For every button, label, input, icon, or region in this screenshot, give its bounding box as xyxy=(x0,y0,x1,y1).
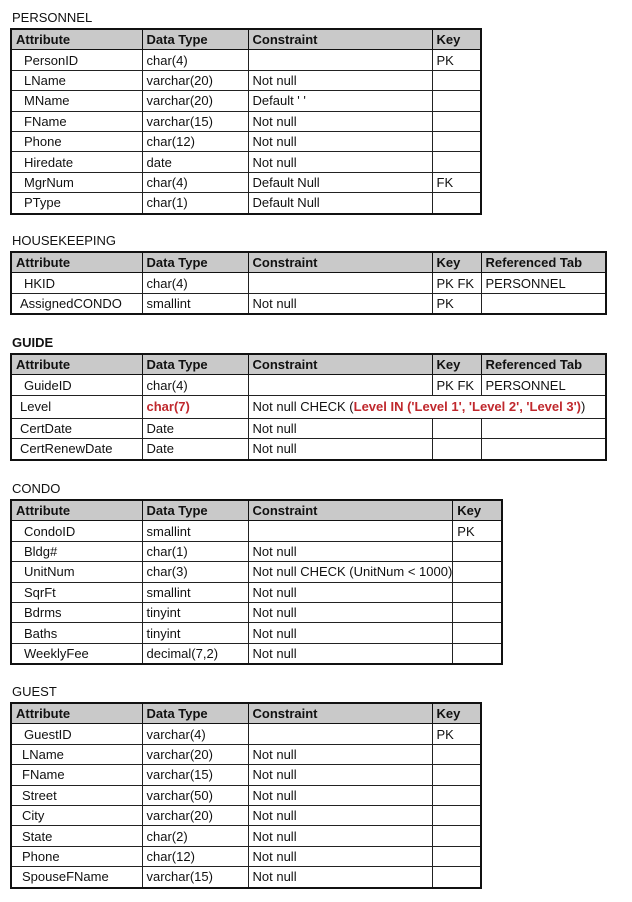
attribute-cell: WeeklyFee xyxy=(11,643,142,664)
personnel-title: PERSONNEL xyxy=(12,10,93,25)
header-cell: Attribute xyxy=(11,252,142,273)
table-header-row xyxy=(11,500,502,521)
constraint-cell: Not null xyxy=(248,744,432,764)
constraint-cell: Not null xyxy=(248,643,453,664)
attribute-cell: UnitNum xyxy=(11,562,142,582)
attribute-cell: SqrFt xyxy=(11,582,142,602)
datatype-cell: smallint xyxy=(142,293,248,314)
table-row xyxy=(11,70,481,90)
table-row xyxy=(11,293,606,314)
datatype-cell: char(1) xyxy=(142,193,248,214)
check-expression: Level IN ('Level 1', 'Level 2', 'Level 3') xyxy=(353,399,582,415)
key-cell: PK xyxy=(432,293,481,314)
table-row xyxy=(11,623,502,643)
header-cell: Referenced Tab xyxy=(481,252,606,273)
constraint-cell: Default Null xyxy=(248,172,432,192)
key-cell xyxy=(432,826,481,846)
condo-table xyxy=(10,499,503,665)
header-cell: Constraint xyxy=(248,500,453,521)
guest-title: GUEST xyxy=(12,684,57,699)
attribute-cell: PType xyxy=(11,193,142,214)
constraint-cell: Not null CHECK (UnitNum < 1000) xyxy=(248,562,453,582)
header-cell: Attribute xyxy=(11,354,142,375)
constraint-cell: Not null xyxy=(248,846,432,866)
attribute-cell: Phone xyxy=(11,131,142,151)
constraint-cell: Not null xyxy=(248,418,432,438)
table-row xyxy=(11,826,481,846)
referenced-table-cell xyxy=(481,418,606,438)
key-cell xyxy=(432,785,481,805)
attribute-cell: CertRenewDate xyxy=(11,439,142,460)
key-cell: FK xyxy=(432,172,481,192)
attribute-cell: Hiredate xyxy=(11,152,142,172)
header-cell: Data Type xyxy=(142,354,248,375)
constraint-cell: Default ' ' xyxy=(248,91,432,111)
key-cell: PK FK xyxy=(432,273,481,293)
guide-title: GUIDE xyxy=(12,335,54,350)
table-row xyxy=(11,395,606,418)
constraint-cell: Not null xyxy=(248,602,453,622)
referenced-table-cell: PERSONNEL xyxy=(481,273,606,293)
key-cell xyxy=(432,70,481,90)
header-cell: Attribute xyxy=(11,500,142,521)
datatype-cell: tinyint xyxy=(142,602,248,622)
table-row xyxy=(11,50,481,70)
header-cell: Attribute xyxy=(11,29,142,50)
constraint-cell: Not null xyxy=(248,582,453,602)
constraint-cell xyxy=(248,395,606,418)
datatype-cell: varchar(4) xyxy=(142,724,248,744)
table-row xyxy=(11,172,481,192)
header-cell: Data Type xyxy=(142,500,248,521)
attribute-cell: Street xyxy=(11,785,142,805)
constraint-cell xyxy=(248,50,432,70)
table-row xyxy=(11,785,481,805)
datatype-cell: char(4) xyxy=(142,172,248,192)
table-row xyxy=(11,193,481,214)
attribute-cell: CondoID xyxy=(11,521,142,541)
datatype-cell: varchar(20) xyxy=(142,805,248,825)
table-row xyxy=(11,867,481,888)
key-cell xyxy=(453,602,502,622)
table-header-row xyxy=(11,703,481,724)
constraint-cell: Not null xyxy=(248,293,432,314)
attribute-cell: Level xyxy=(11,395,142,418)
header-cell: Data Type xyxy=(142,703,248,724)
constraint-cell: Not null xyxy=(248,805,432,825)
datatype-cell: decimal(7,2) xyxy=(142,643,248,664)
table-row xyxy=(11,131,481,151)
datatype-cell: varchar(50) xyxy=(142,785,248,805)
table-row xyxy=(11,91,481,111)
attribute-cell: MName xyxy=(11,91,142,111)
table-row xyxy=(11,375,606,395)
attribute-cell: SpouseFName xyxy=(11,867,142,888)
table-row xyxy=(11,541,502,561)
datatype-cell: smallint xyxy=(142,521,248,541)
key-cell xyxy=(432,765,481,785)
attribute-cell: FName xyxy=(11,111,142,131)
referenced-table-cell xyxy=(481,439,606,460)
attribute-cell: Bdrms xyxy=(11,602,142,622)
key-cell: PK xyxy=(453,521,502,541)
key-cell xyxy=(453,582,502,602)
constraint-cell xyxy=(248,724,432,744)
table-row xyxy=(11,602,502,622)
constraint-suffix: ) xyxy=(581,399,586,415)
constraint-cell: Not null xyxy=(248,867,432,888)
key-cell xyxy=(432,867,481,888)
table-row xyxy=(11,805,481,825)
condo-title: CONDO xyxy=(12,481,61,496)
key-cell xyxy=(432,152,481,172)
key-cell xyxy=(432,744,481,764)
constraint-cell: Not null xyxy=(248,765,432,785)
header-cell: Constraint xyxy=(248,354,432,375)
key-cell: PK FK xyxy=(432,375,481,395)
constraint-cell xyxy=(248,273,432,293)
attribute-cell: State xyxy=(11,826,142,846)
key-cell xyxy=(453,541,502,561)
constraint-cell: Default Null xyxy=(248,193,432,214)
key-cell xyxy=(432,193,481,214)
datatype-cell: date xyxy=(142,152,248,172)
constraint-cell: Not null xyxy=(248,623,453,643)
attribute-cell: FName xyxy=(11,765,142,785)
attribute-cell: Bldg# xyxy=(11,541,142,561)
datatype-cell: varchar(20) xyxy=(142,744,248,764)
key-cell xyxy=(432,418,481,438)
table-header-row xyxy=(11,29,481,50)
header-cell: Key xyxy=(432,29,481,50)
attribute-cell: PersonID xyxy=(11,50,142,70)
datatype-cell: varchar(20) xyxy=(142,91,248,111)
attribute-cell: LName xyxy=(11,70,142,90)
table-row xyxy=(11,744,481,764)
constraint-cell xyxy=(248,375,432,395)
datatype-cell: varchar(15) xyxy=(142,111,248,131)
constraint-cell xyxy=(248,521,453,541)
header-cell: Key xyxy=(432,354,481,375)
attribute-cell: Phone xyxy=(11,846,142,866)
constraint-cell: Not null xyxy=(248,152,432,172)
attribute-cell: City xyxy=(11,805,142,825)
header-cell: Constraint xyxy=(248,29,432,50)
key-cell xyxy=(432,111,481,131)
header-cell: Constraint xyxy=(248,703,432,724)
attribute-cell: GuestID xyxy=(11,724,142,744)
key-cell xyxy=(432,805,481,825)
datatype-cell: char(4) xyxy=(142,375,248,395)
datatype-cell: char(7) xyxy=(142,395,248,418)
table-row xyxy=(11,111,481,131)
datatype-cell: Date xyxy=(142,439,248,460)
header-cell: Data Type xyxy=(142,29,248,50)
datatype-cell: varchar(20) xyxy=(142,70,248,90)
datatype-cell: tinyint xyxy=(142,623,248,643)
attribute-cell: HKID xyxy=(11,273,142,293)
referenced-table-cell xyxy=(481,293,606,314)
constraint-cell: Not null xyxy=(248,70,432,90)
table-row xyxy=(11,439,606,460)
constraint-cell: Not null xyxy=(248,111,432,131)
key-cell xyxy=(453,562,502,582)
table-row xyxy=(11,418,606,438)
table-row xyxy=(11,724,481,744)
key-cell: PK xyxy=(432,50,481,70)
table-row xyxy=(11,643,502,664)
datatype-cell: char(3) xyxy=(142,562,248,582)
table-row xyxy=(11,521,502,541)
key-cell xyxy=(432,91,481,111)
key-cell xyxy=(453,623,502,643)
table-row xyxy=(11,582,502,602)
header-cell: Key xyxy=(432,252,481,273)
referenced-table-cell: PERSONNEL xyxy=(481,375,606,395)
datatype-cell: char(2) xyxy=(142,826,248,846)
key-cell xyxy=(453,643,502,664)
table-row xyxy=(11,562,502,582)
datatype-cell: smallint xyxy=(142,582,248,602)
housekeeping-title: HOUSEKEEPING xyxy=(12,233,117,248)
constraint-cell: Not null xyxy=(248,541,453,561)
header-cell: Key xyxy=(432,703,481,724)
attribute-cell: Baths xyxy=(11,623,142,643)
datatype-cell: char(4) xyxy=(142,50,248,70)
key-cell xyxy=(432,439,481,460)
datatype-cell: char(1) xyxy=(142,541,248,561)
header-cell: Constraint xyxy=(248,252,432,273)
header-cell: Referenced Tab xyxy=(481,354,606,375)
datatype-cell: char(12) xyxy=(142,131,248,151)
table-header-row xyxy=(11,252,606,273)
datatype-cell: char(4) xyxy=(142,273,248,293)
header-cell: Attribute xyxy=(11,703,142,724)
housekeeping-table xyxy=(10,251,607,315)
key-cell xyxy=(432,131,481,151)
table-row xyxy=(11,846,481,866)
constraint-cell: Not null xyxy=(248,131,432,151)
constraint-cell: Not null xyxy=(248,785,432,805)
guide-table xyxy=(10,353,607,461)
datatype-cell: varchar(15) xyxy=(142,765,248,785)
table-row xyxy=(11,765,481,785)
constraint-prefix: Not null CHECK ( xyxy=(252,399,354,415)
attribute-cell: CertDate xyxy=(11,418,142,438)
datatype-cell: Date xyxy=(142,418,248,438)
header-cell: Data Type xyxy=(142,252,248,273)
attribute-cell: LName xyxy=(11,744,142,764)
key-cell: PK xyxy=(432,724,481,744)
key-cell xyxy=(432,846,481,866)
guest-table xyxy=(10,702,482,889)
datatype-cell: varchar(15) xyxy=(142,867,248,888)
constraint-cell: Not null xyxy=(248,826,432,846)
table-row xyxy=(11,152,481,172)
table-header-row xyxy=(11,354,606,375)
datatype-cell: char(12) xyxy=(142,846,248,866)
header-cell: Key xyxy=(453,500,502,521)
attribute-cell: GuideID xyxy=(11,375,142,395)
table-row xyxy=(11,273,606,293)
personnel-table xyxy=(10,28,482,215)
attribute-cell: AssignedCONDO xyxy=(11,293,142,314)
attribute-cell: MgrNum xyxy=(11,172,142,192)
constraint-cell: Not null xyxy=(248,439,432,460)
